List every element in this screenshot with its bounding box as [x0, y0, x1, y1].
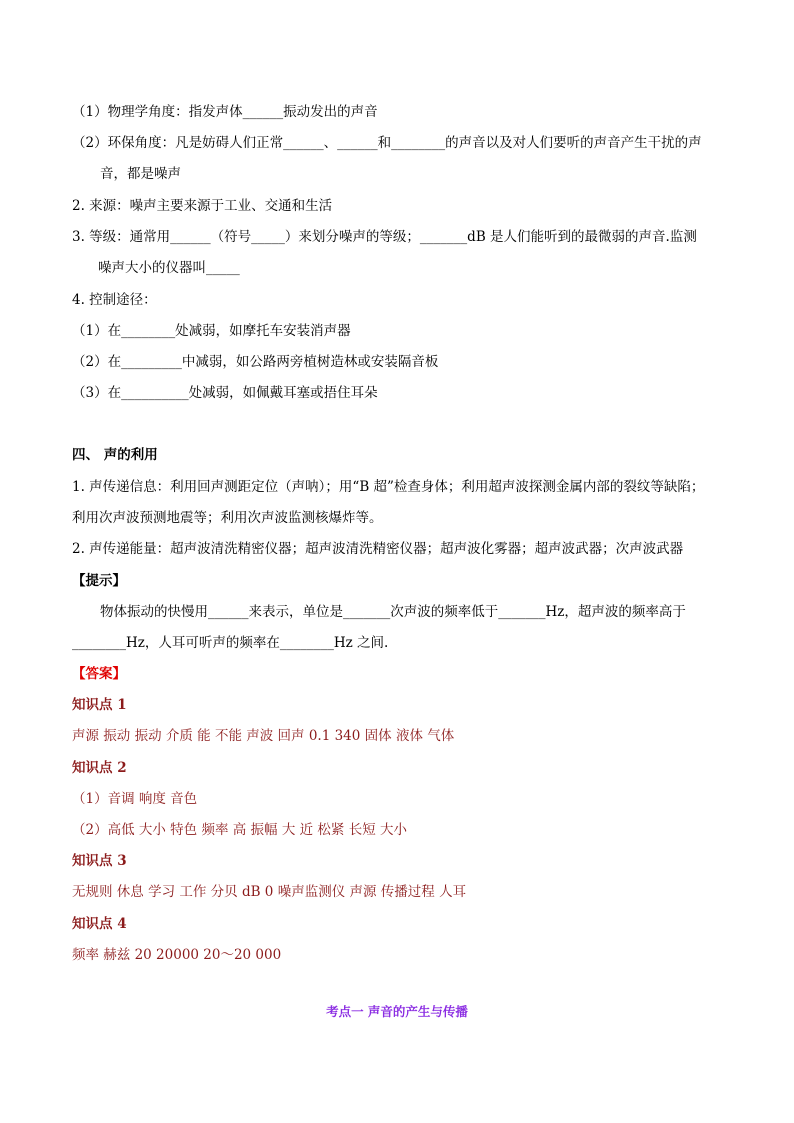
tip-title: 【提示】 [72, 573, 126, 589]
noise-control-3: （3）在__________处减弱，如佩戴耳塞或捂住耳朵 [72, 385, 378, 401]
noise-control-2: （2）在_________中减弱，如公路两旁植树造林或安装隔音板 [72, 354, 439, 370]
sound-energy-use: 2. 声传递能量：超声波清洗精密仪器；超声波清洗精密仪器；超声波化雾器；超声波武器；次声波武器 [72, 541, 684, 557]
knowledge-point-4-title: 知识点 4 [72, 916, 127, 932]
sound-info-use: 1. 声传递信息：利用回声测距定位（声呐）；用“B 超”检查身体；利用超声波探测金属内部的裂纹等缺陷； [72, 479, 705, 495]
tip-text: 物体振动的快慢用______来表示，单位是_______次声波的频率低于_______Hz，超声波的频率高于 [100, 604, 686, 620]
noise-definition-environment: （2）环保角度：凡是妨碍人们正常______、______和________的声音以及对人们要听的声音产生干扰的声 [72, 135, 702, 151]
knowledge-point-3-title: 知识点 3 [72, 853, 127, 869]
knowledge-point-3-answers: 无规则 休息 学习 工作 分贝 dB 0 噪声监测仪 声源 传播过程 人耳 [72, 884, 467, 900]
knowledge-point-1-title: 知识点 1 [72, 697, 127, 713]
knowledge-point-2-answers-1: （1）音调 响度 音色 [72, 791, 198, 807]
noise-source: 2. 来源：噪声主要来源于工业、交通和生活 [72, 198, 333, 214]
knowledge-point-1-answers: 声源 振动 振动 介质 能 不能 声波 回声 0.1 340 固体 液体 气体 [72, 728, 455, 744]
noise-definition-physics: （1）物理学角度：指发声体______振动发出的声音 [72, 104, 378, 120]
exam-point-heading: 考点一 声音的产生与传播 [326, 1004, 468, 1019]
answers-title: 【答案】 [72, 666, 126, 682]
noise-control-1: （1）在________处减弱，如摩托车安装消声器 [72, 323, 351, 339]
tip-text-cont: ________Hz，人耳可听声的频率在________Hz 之间. [72, 635, 389, 651]
knowledge-point-2-answers-2: （2）高低 大小 特色 频率 高 振幅 大 近 松紧 长短 大小 [72, 822, 408, 838]
noise-level: 3. 等级：通常用______（符号_____）来划分噪声的等级；_______dB 是人们能听到的最微弱的声音.监测 [72, 229, 697, 245]
section-4-title: 四、 声的利用 [72, 447, 158, 463]
noise-definition-environment-cont: 音，都是噪声 [100, 166, 181, 182]
noise-level-cont: 噪声大小的仪器叫_____ [98, 260, 240, 276]
sound-info-use-cont: 利用次声波预测地震等；利用次声波监测核爆炸等。 [72, 510, 383, 526]
knowledge-point-2-title: 知识点 2 [72, 760, 127, 776]
noise-control-title: 4. 控制途径： [72, 292, 157, 308]
knowledge-point-4-answers: 频率 赫兹 20 20000 20～20 000 [72, 947, 282, 963]
